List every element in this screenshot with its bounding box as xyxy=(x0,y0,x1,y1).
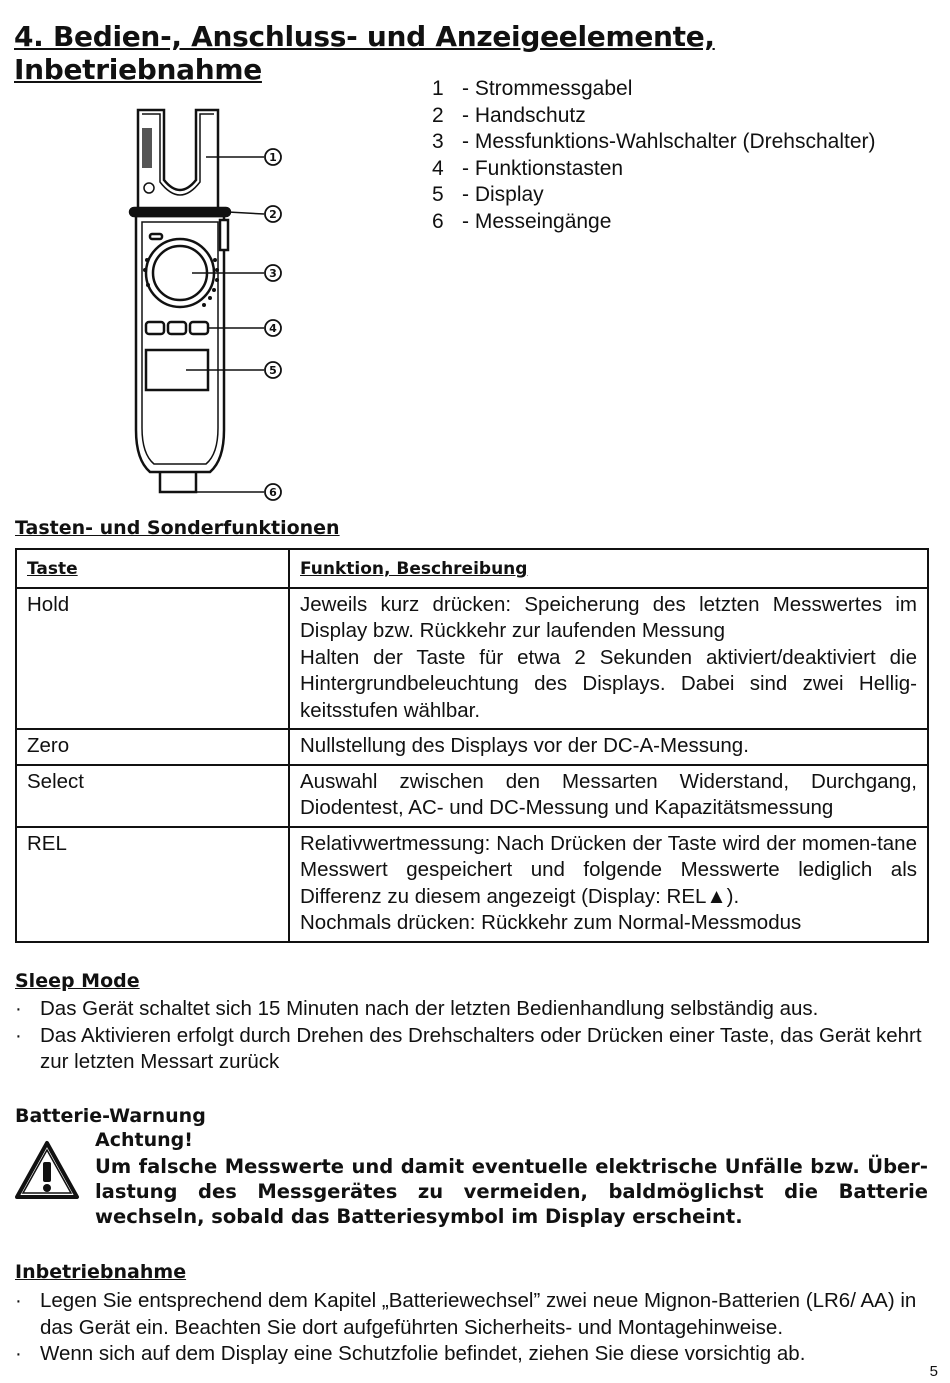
callout-6: 6 xyxy=(269,486,277,499)
parts-list-item: 6 - Messeingänge xyxy=(432,209,612,233)
table-row xyxy=(16,827,928,942)
table-row xyxy=(16,729,928,765)
key-description: Relativwertmessung: Nach Drücken der Taste wird der momen-tane Messwert gespeichert und folgende Messwerte lediglich als Differenz zu diesem angezeigt (Display: REL▲). Nochmals drücken: Rückkehr zum Normal-Messmodus xyxy=(289,827,928,942)
list-item: · Legen Sie entsprechend dem Kapitel „Batteriewechsel” zwei neue Mignon-Batterien (LR6/ AA) in das Gerät ein. Beachten Sie dort aufgeführten Sicherheits- und Montagehinweise. xyxy=(15,1288,930,1341)
warning-triangle-icon xyxy=(14,1140,80,1200)
callout-5: 5 xyxy=(269,364,277,377)
list-item: · Das Aktivieren erfolgt durch Drehen des Drehschalters oder Drücken einer Taste, das Gerät kehrt zur letzten Messart zurück xyxy=(15,1023,930,1076)
callout-4: 4 xyxy=(269,322,277,335)
callout-1: 1 xyxy=(269,151,277,164)
page-number: 5 xyxy=(929,1363,938,1380)
table-row xyxy=(16,588,928,730)
caution-label: Achtung! xyxy=(95,1129,193,1151)
keys-table xyxy=(15,548,929,943)
battery-warning-text: Um falsche Messwerte und damit eventuelle elektrische Unfälle bzw. Über-lastung des Messgerätes zu vermeiden, baldmöglichst die Batterie wechseln, sobald das Batteriesymbol im Display erscheint. xyxy=(95,1155,928,1228)
parts-list-item: 2 - Handschutz xyxy=(432,103,586,127)
column-header-function: Funktion, Beschreibung xyxy=(289,549,928,588)
parts-list-item: 3 - Messfunktions-Wahlschalter (Drehschalter) xyxy=(432,130,876,154)
commissioning-list xyxy=(15,1288,930,1368)
key-description: Nullstellung des Displays vor der DC-A-Messung. xyxy=(289,729,928,765)
battery-warning-heading: Batterie-Warnung xyxy=(15,1105,206,1127)
commissioning-heading: Inbetriebnahme xyxy=(15,1261,187,1283)
key-name: Zero xyxy=(16,729,289,765)
sleep-mode-list xyxy=(15,996,930,1076)
sleep-mode-heading: Sleep Mode xyxy=(15,970,140,992)
key-description: Auswahl zwischen den Messarten Widerstand, Durchgang, Diodentest, AC- und DC-Messung und Kapazitätsmessung xyxy=(289,765,928,827)
parts-list-item: 5 - Display xyxy=(432,183,544,207)
key-name: REL xyxy=(16,827,289,942)
table-header-row xyxy=(16,549,928,588)
list-item: · Wenn sich auf dem Display eine Schutzfolie befindet, ziehen Sie diese vorsichtig ab. xyxy=(15,1341,930,1368)
column-header-key: Taste xyxy=(16,549,289,588)
callout-2: 2 xyxy=(269,208,277,221)
parts-list-item: 4 - Funktionstasten xyxy=(432,156,624,180)
table-row xyxy=(16,765,928,827)
callout-3: 3 xyxy=(269,267,277,280)
parts-list-item: 1 - Strommessgabel xyxy=(432,77,633,100)
key-name: Hold xyxy=(16,588,289,730)
key-description: Jeweils kurz drücken: Speicherung des letzten Messwertes im Display bzw. Rückkehr zur laufenden Messung Halten der Taste für etwa 2 Sekunden aktiviert/deaktiviert die Hintergrundbeleuchtung des Displays. Dabei sind zwei Hellig-keitsstufen wählbar. xyxy=(289,588,928,730)
page-title: 4. Bedien-, Anschluss- und Anzeigeelemente, Inbetriebnahme xyxy=(14,20,715,86)
key-name: Select xyxy=(16,765,289,827)
keys-heading: Tasten- und Sonderfunktionen xyxy=(15,517,340,539)
list-item: · Das Gerät schaltet sich 15 Minuten nach der letzten Bedienhandlung selbständig aus. xyxy=(15,996,930,1023)
device-illustration xyxy=(120,100,300,510)
parts-list xyxy=(432,76,876,236)
